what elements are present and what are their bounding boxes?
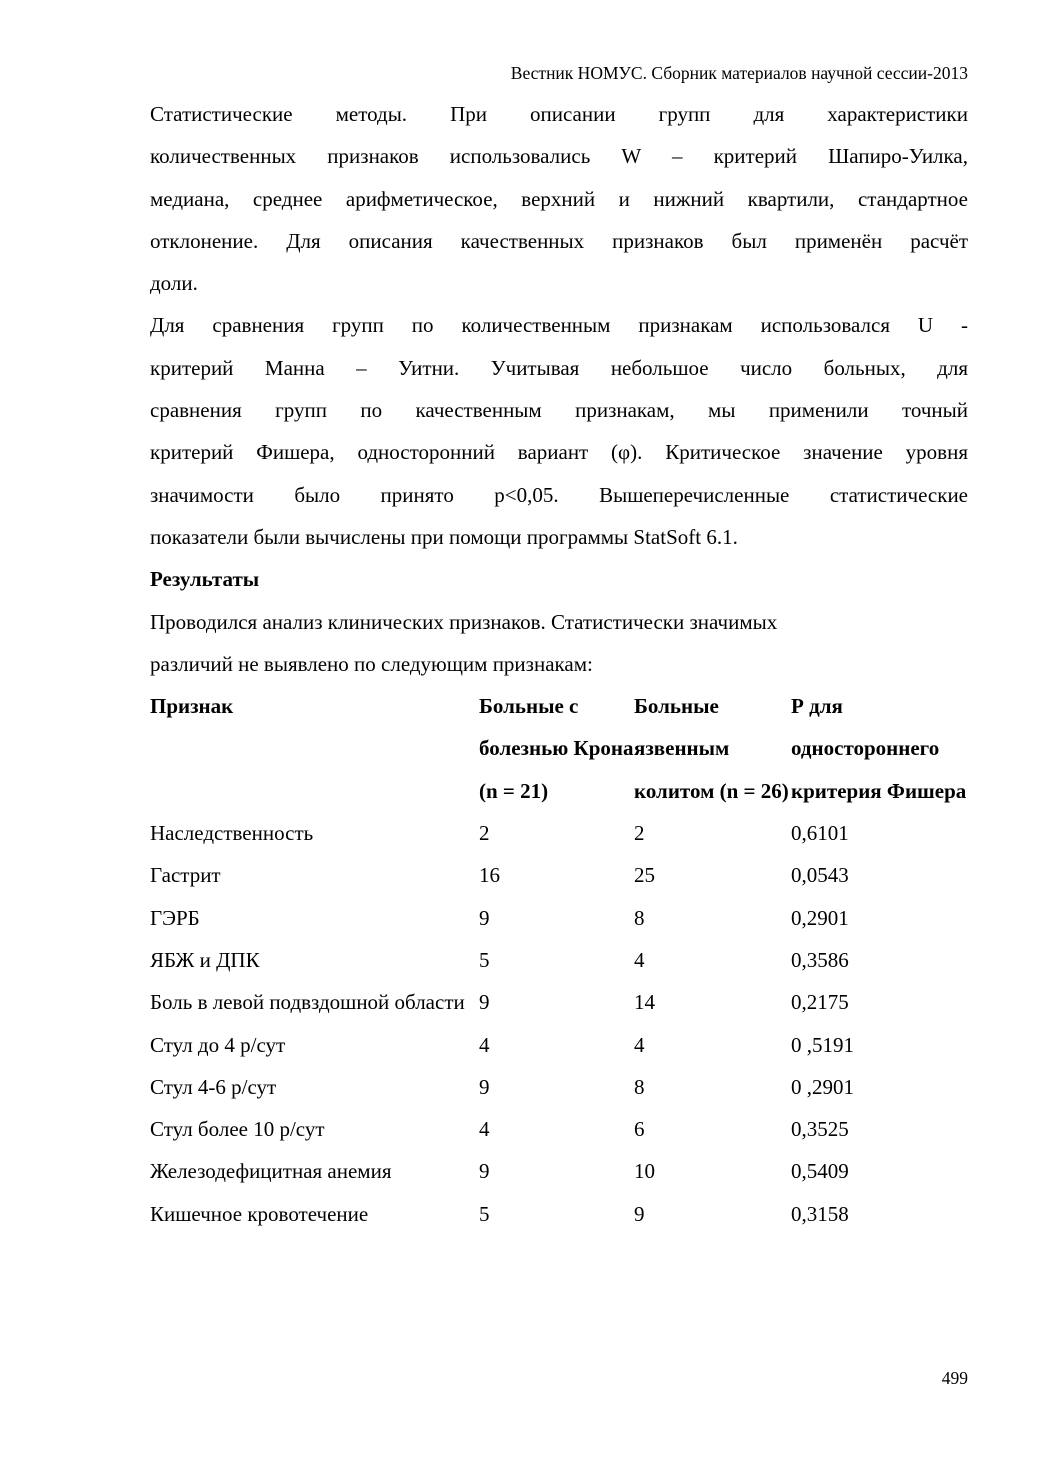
page-body bbox=[150, 93, 968, 1235]
cell-p-value: 0,0543 bbox=[791, 863, 849, 888]
cell-sign: Стул более 10 р/сут bbox=[150, 1117, 325, 1142]
table-header-row bbox=[150, 685, 968, 812]
text-line: значимости было принято р<0,05. Вышеперечисленные статистические bbox=[150, 482, 968, 507]
cell-crohn: 5 bbox=[479, 1201, 490, 1226]
text-line: количественных признаков использовались W – критерий Шапиро-Уилка, bbox=[150, 144, 968, 169]
text-line: отклонение. Для описания качественных признаков был применён расчёт bbox=[150, 228, 968, 253]
cell-colitis: 4 bbox=[634, 1032, 645, 1057]
cell-p-value: 0,3158 bbox=[791, 1201, 849, 1226]
column-header-sign: Признак bbox=[150, 694, 234, 719]
column-header-p-value: Р для одностороннего критерия Фишера bbox=[791, 694, 967, 803]
cell-colitis: 4 bbox=[634, 947, 645, 972]
table-row bbox=[150, 1066, 968, 1108]
results-intro-line: различий не выявлено по следующим признакам: bbox=[150, 651, 593, 676]
text-line: показатели были вычислены при помощи программы StatSoft 6.1. bbox=[150, 524, 738, 549]
column-header-crohn: Больные с болезнью Крона (n = 21) bbox=[479, 694, 634, 803]
table-row bbox=[150, 1108, 968, 1150]
cell-crohn: 2 bbox=[479, 821, 490, 846]
column-header-colitis: Больные язвенным колитом (n = 26) bbox=[634, 694, 789, 803]
text-line: медиана, среднее арифметическое, верхний и нижний квартили, стандартное bbox=[150, 186, 968, 211]
cell-sign: Наследственность bbox=[150, 821, 314, 846]
cell-sign: Боль в левой подвздошной области bbox=[150, 990, 465, 1015]
cell-p-value: 0,2901 bbox=[791, 905, 849, 930]
table-row bbox=[150, 939, 968, 981]
results-table bbox=[150, 685, 968, 1235]
cell-colitis: 8 bbox=[634, 1074, 645, 1099]
text-line: Статистические методы. При описании групп для характеристики bbox=[150, 102, 968, 126]
table-row bbox=[150, 1024, 968, 1066]
cell-crohn: 5 bbox=[479, 947, 490, 972]
table-row bbox=[150, 854, 968, 896]
cell-colitis: 14 bbox=[634, 990, 655, 1015]
cell-crohn: 9 bbox=[479, 1074, 490, 1099]
cell-colitis: 25 bbox=[634, 863, 655, 888]
table-row bbox=[150, 1150, 968, 1192]
cell-crohn: 9 bbox=[479, 1159, 490, 1184]
cell-crohn: 4 bbox=[479, 1032, 490, 1057]
cell-crohn: 9 bbox=[479, 905, 490, 930]
text-line: критерий Фишера, односторонний вариант (φ). Критическое значение уровня bbox=[150, 440, 968, 465]
table-row bbox=[150, 981, 968, 1023]
table-row bbox=[150, 812, 968, 854]
running-head: Вестник НОМУС. Сборник материалов научной сессии-2013 bbox=[510, 63, 968, 83]
cell-sign: ЯБЖ и ДПК bbox=[150, 947, 260, 972]
cell-p-value: 0 ,5191 bbox=[791, 1032, 854, 1057]
text-line: Для сравнения групп по количественным признакам использовался U - bbox=[150, 313, 968, 338]
cell-p-value: 0,5409 bbox=[791, 1159, 849, 1184]
table-row bbox=[150, 897, 968, 939]
cell-p-value: 0,3525 bbox=[791, 1117, 849, 1142]
cell-colitis: 9 bbox=[634, 1201, 645, 1226]
cell-crohn: 4 bbox=[479, 1117, 490, 1142]
cell-p-value: 0,3586 bbox=[791, 947, 849, 972]
cell-p-value: 0,6101 bbox=[791, 821, 849, 846]
cell-sign: Кишечное кровотечение bbox=[150, 1201, 369, 1226]
cell-crohn: 16 bbox=[479, 863, 500, 888]
results-heading: Результаты bbox=[150, 567, 260, 592]
cell-sign: Железодефицитная анемия bbox=[150, 1159, 392, 1184]
cell-sign: Стул 4-6 р/сут bbox=[150, 1074, 277, 1099]
cell-colitis: 2 bbox=[634, 821, 645, 846]
cell-colitis: 6 bbox=[634, 1117, 645, 1142]
cell-sign: Стул до 4 р/сут bbox=[150, 1032, 286, 1057]
text-line: доли. bbox=[150, 271, 198, 296]
cell-colitis: 10 bbox=[634, 1159, 655, 1184]
table-row bbox=[150, 1193, 968, 1235]
statistics-paragraph bbox=[150, 304, 968, 558]
cell-sign: Гастрит bbox=[150, 863, 221, 888]
cell-colitis: 8 bbox=[634, 905, 645, 930]
text-line: критерий Манна – Уитни. Учитывая небольшое число больных, для bbox=[150, 355, 968, 380]
methods-paragraph bbox=[150, 93, 968, 304]
page-number: 499 bbox=[941, 1368, 968, 1388]
results-intro-line: Проводился анализ клинических признаков. Статистически значимых bbox=[150, 609, 778, 634]
cell-crohn: 9 bbox=[479, 990, 490, 1015]
text-line: сравнения групп по качественным признакам, мы применили точный bbox=[150, 398, 968, 423]
cell-sign: ГЭРБ bbox=[150, 905, 200, 930]
cell-p-value: 0 ,2901 bbox=[791, 1074, 854, 1099]
cell-p-value: 0,2175 bbox=[791, 990, 849, 1015]
